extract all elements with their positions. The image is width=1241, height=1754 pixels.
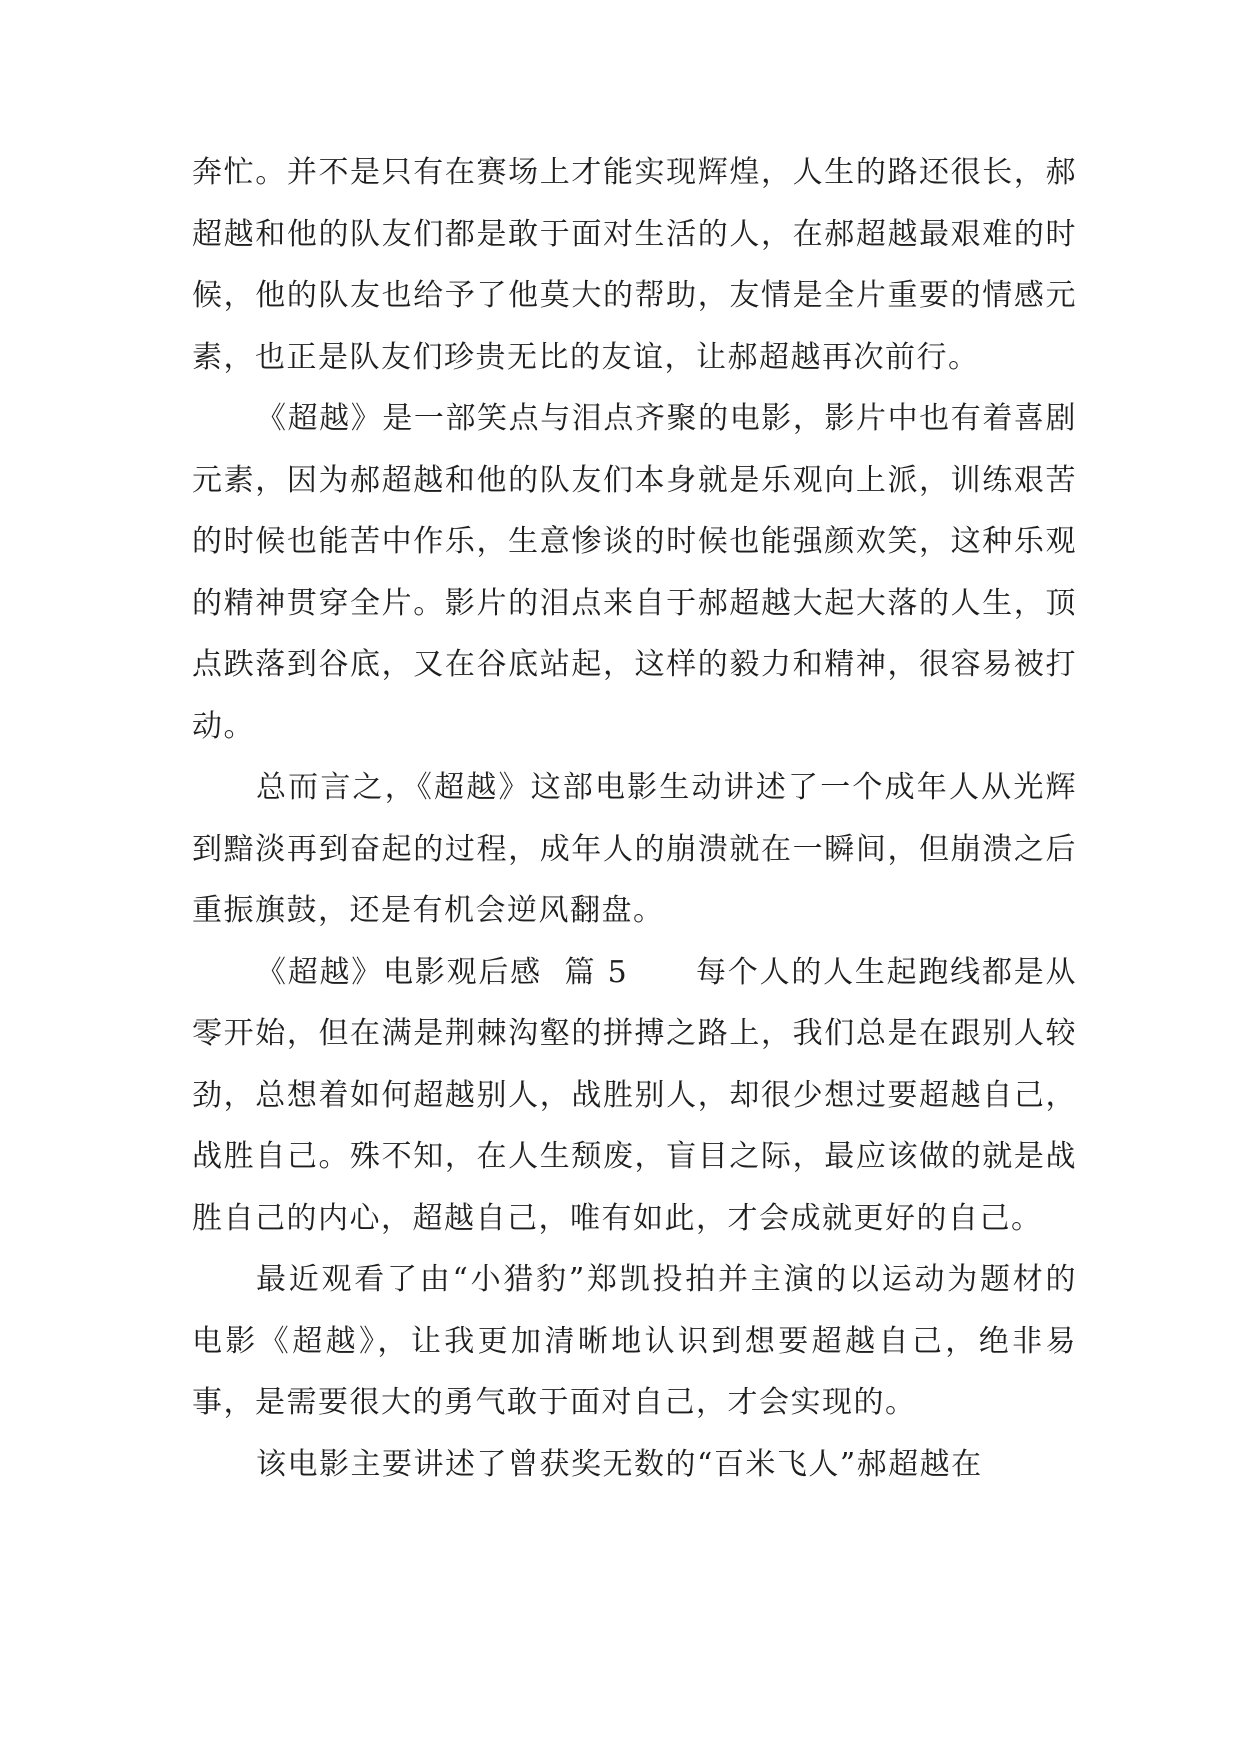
paragraph-2: 《超越》是一部笑点与泪点齐聚的电影，影片中也有着喜剧元素，因为郝超越和他的队友们本身就是乐观向上派，训练艰苦的时候也能苦中作乐，生意惨谈的时候也能强颜欢笑，这种乐观的精神贯穿全片。影片的泪点来自于郝超越大起大落的人生，顶点跌落到谷底，又在谷底站起，这样的毅力和精神，很容易被打动。 bbox=[192, 401, 1077, 744]
paragraph-6: 该电影主要讲述了曾获奖无数的“百米飞人”郝超越在 bbox=[256, 1446, 983, 1482]
paragraph-1: 奔忙。并不是只有在赛场上才能实现辉煌，人生的路还很长，郝超越和他的队友们都是敢于面对生活的人，在郝超越最艰难的时候，他的队友也给予了他莫大的帮助，友情是全片重要的情感元素，也正是队友们珍贵无比的友谊，让郝超越再次前行。 bbox=[192, 155, 1077, 375]
paragraph-3: 总而言之，《超越》这部电影生动讲述了一个成年人从光辉到黯淡再到奋起的过程，成年人的崩溃就在一瞬间，但崩溃之后重振旗鼓，还是有机会逆风翻盘。 bbox=[192, 770, 1077, 928]
paragraph-4: 《超越》电影观后感 篇 5 每个人的人生起跑线都是从零开始，但在满是荆棘沟壑的拼搏之路上，我们总是在跟别人较劲，总想着如何超越别人，战胜别人，却很少想过要超越自己，战胜自己。殊不知，在人生颓废，盲目之际，最应该做的就是战胜自己的内心，超越自己，唯有如此，才会成就更好的自己。 bbox=[192, 954, 1077, 1236]
document-body bbox=[192, 142, 1077, 1495]
paragraph-5: 最近观看了由“小猎豹”郑凯投拍并主演的以运动为题材的电影《超越》，让我更加清晰地认识到想要超越自己，绝非易事，是需要很大的勇气敢于面对自己，才会实现的。 bbox=[192, 1262, 1077, 1420]
